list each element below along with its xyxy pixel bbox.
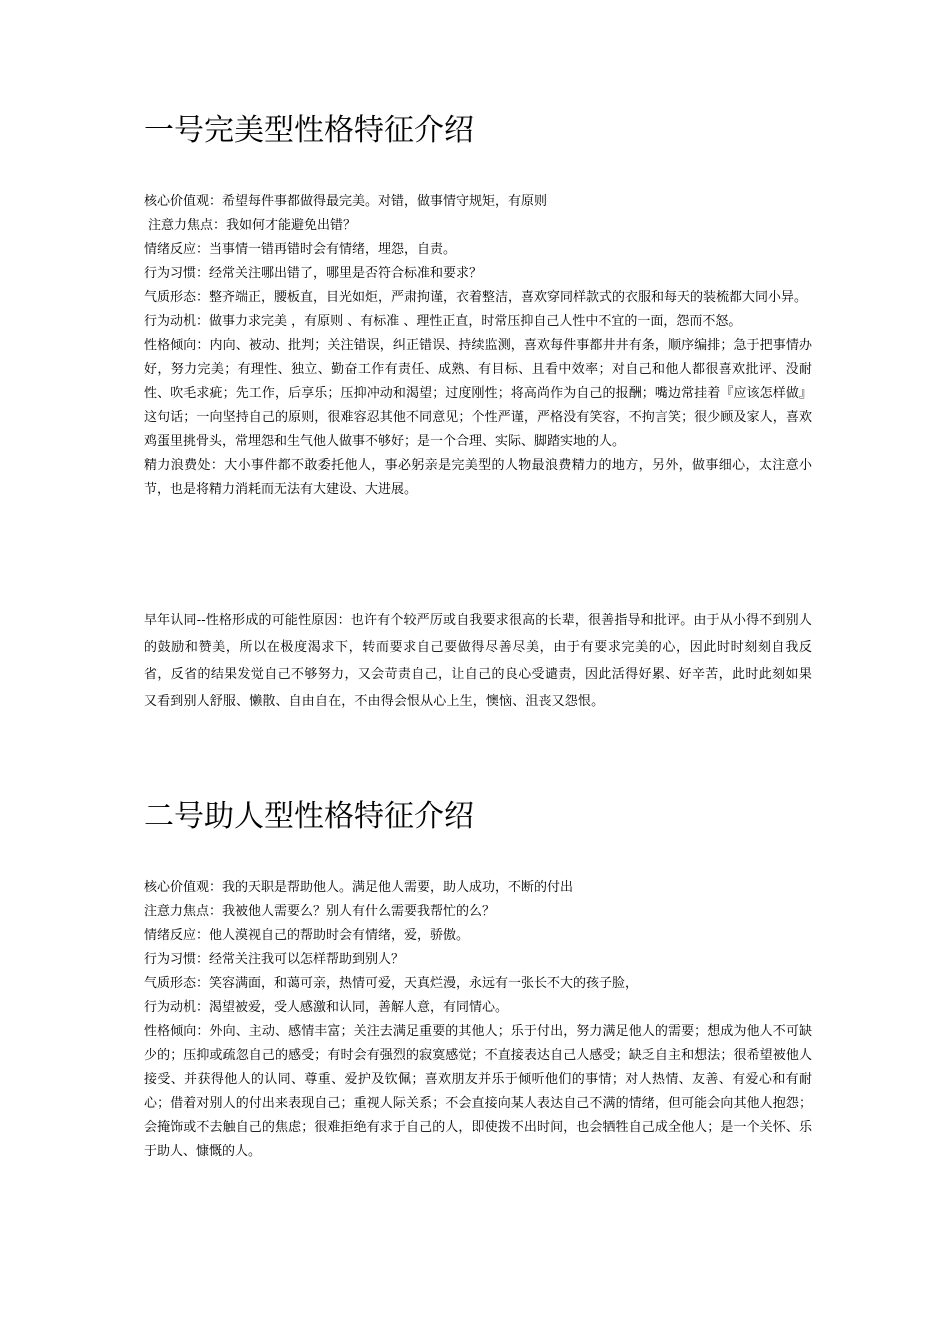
section2-personality-tendency: 性格倾向：外向、主动、感情丰富；关注去满足重要的其他人；乐于付出，努力满足他人的需要；想成为他人不可缺少的；压抑或疏忽自己的感受；有时会有强烈的寂寞感觉；不直接表达自己人感受；缺乏自主和想法；很希望被他人接受、并获得他人的认同、尊重、爱护及钦佩；喜欢朋友并乐于倾听他们的事情；对人热情、友善、有爱心和有耐心；借着对别人的付出来表现自己；重视人际关系；不会直接向某人表达自己不满的情绪，但可能会向其他人抱怨；会掩饰或不去触自己的焦虑；很难拒绝有求于自己的人，即使拨不出时间，也会牺牲自己成全他人；是一个关怀、乐于助人、慷慨的人。 — [144, 1024, 812, 1159]
section1-body — [144, 190, 812, 502]
section1-attention-focus: 注意力焦点：我如何才能避免出错？ — [148, 218, 357, 233]
section2-motivation: 行为动机：渴望被爱，受人感激和认同，善解人意，有同情心。 — [144, 1000, 509, 1015]
section1-behavior-habit: 行为习惯：经常关注哪出错了，哪里是否符合标准和要求？ — [144, 266, 483, 281]
section1-energy-waste: 精力浪费处：大小事件都不敢委托他人，事必躬亲是完美型的人物最浪费精力的地方，另外，做事细心，太注意小节，也是将精力消耗而无法有大建设、大进展。 — [144, 458, 812, 497]
section1-motivation: 行为动机：做事力求完美 ，有原则 、有标准 、理性正直，时常压抑自己人性中不宜的一面，怨而不怒。 — [144, 314, 742, 329]
section1-emotional-reaction: 情绪反应：当事情一错再错时会有情绪，埋怨，自责。 — [144, 242, 457, 257]
section2-title: 二号助人型性格特征介绍 — [144, 799, 474, 834]
section1-temperament: 气质形态：整齐端正，腰板直，目光如炬，严肃拘谨，衣着整洁，喜欢穿同样款式的衣服和每天的装梳都大同小异。 — [144, 290, 808, 305]
section1-early-identification: 早年认同--性格形成的可能性原因：也许有个较严厉或自我要求很高的长辈，很善指导和批评。由于从小得不到别人的鼓励和赞美，所以在极度渴求下，转而要求自己要做得尽善尽美，由于有要求完美的心，因此时时刻刻自我反省，反省的结果发觉自己不够努力，又会苛责自己，让自己的良心受谴责，因此活得好累、好辛苦，此时此刻如果又看到别人舒服、懒散、自由自在，不由得会恨从心上生，懊恼、沮丧又怨恨。 — [144, 613, 812, 709]
section2-emotional-reaction: 情绪反应：他人漠视自己的帮助时会有情绪，爱，骄傲。 — [144, 928, 470, 943]
section2-core-values: 核心价值观：我的天职是帮助他人。满足他人需要，助人成功，不断的付出 — [144, 880, 574, 895]
section1-core-values: 核心价值观：希望每件事都做得最完美。对错，做事情守规矩，有原则 — [144, 194, 548, 209]
section2-temperament: 气质形态：笑容满面，和蔼可亲，热情可爱，天真烂漫，永远有一张长不大的孩子脸， — [144, 976, 639, 991]
section1-title: 一号完美型性格特征介绍 — [144, 113, 474, 148]
section2-body — [144, 876, 812, 1164]
section2-attention-focus: 注意力焦点：我被他人需要么？别人有什么需要我帮忙的么？ — [144, 904, 496, 919]
section1-personality-tendency: 性格倾向：内向、被动、批判；关注错误，纠正错误、持续监测，喜欢每件事都井井有条，顺序编排；急于把事情办好，努力完美；有理性、独立、勤奋工作有责任、成熟、有目标、且看中效率；对自己和他人都很喜欢批评、没耐性、吹毛求疵；先工作，后享乐；压抑冲动和渴望；过度刚性；将高尚作为自己的报酬；嘴边常挂着『应该怎样做』这句话；一向坚持自己的原则，很难容忍其他不同意见；个性严谨，严格没有笑容，不拘言笑；很少顾及家人，喜欢鸡蛋里挑骨头，常埋怨和生气他人做事不够好；是一个合理、实际、脚踏实地的人。 — [144, 338, 812, 449]
section2-behavior-habit: 行为习惯：经常关注我可以怎样帮助到别人？ — [144, 952, 405, 967]
